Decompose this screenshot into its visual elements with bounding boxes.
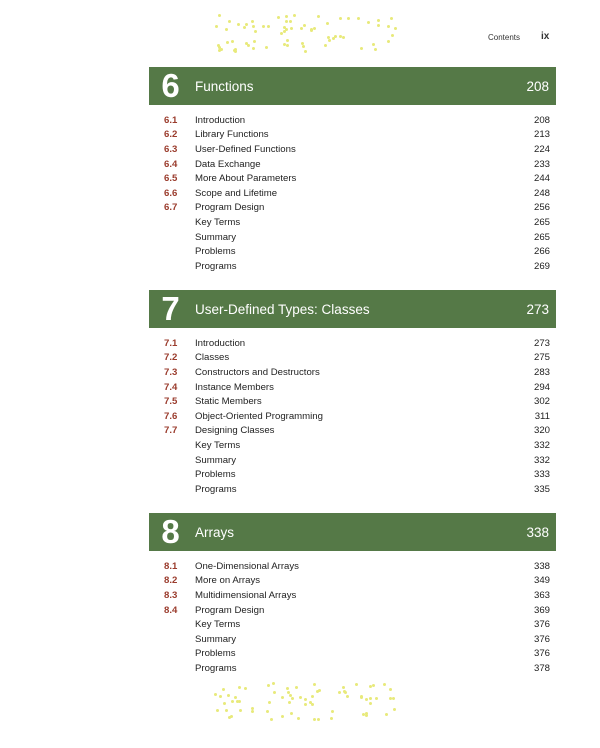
dot bbox=[375, 697, 378, 700]
toc-entry bbox=[149, 171, 556, 186]
section-page: 376 bbox=[533, 648, 550, 660]
dot bbox=[309, 701, 312, 704]
section-title: Summary bbox=[195, 633, 237, 645]
dot bbox=[266, 710, 269, 713]
section-title: Key Terms bbox=[195, 619, 241, 631]
dot bbox=[214, 693, 217, 696]
section-number: 8.2 bbox=[164, 575, 178, 587]
dot bbox=[233, 49, 236, 52]
toc-entry bbox=[149, 409, 556, 424]
dot bbox=[293, 14, 296, 17]
dot bbox=[372, 684, 375, 687]
dot bbox=[369, 697, 372, 700]
dot bbox=[225, 28, 228, 31]
section-page: 269 bbox=[533, 260, 550, 272]
section-title: Summary bbox=[195, 454, 237, 466]
dot bbox=[367, 21, 370, 24]
dot bbox=[234, 696, 237, 699]
toc-entry bbox=[149, 244, 556, 259]
section-number: 7.7 bbox=[164, 425, 178, 437]
section-title: Scope and Lifetime bbox=[195, 187, 278, 199]
dot bbox=[313, 683, 316, 686]
toc-entry bbox=[149, 113, 556, 128]
dot bbox=[391, 34, 394, 37]
section-number: 8.4 bbox=[164, 604, 178, 616]
section-title: Instance Members bbox=[195, 381, 274, 393]
dot bbox=[237, 23, 240, 26]
dot bbox=[313, 718, 316, 721]
section-title: Introduction bbox=[195, 337, 246, 349]
chapter-number: 6 bbox=[161, 67, 180, 104]
section-number: 6.4 bbox=[164, 158, 178, 170]
section-title: More on Arrays bbox=[195, 575, 261, 587]
dot bbox=[365, 698, 368, 701]
chapter-8 bbox=[149, 513, 556, 676]
dot bbox=[239, 709, 242, 712]
dot bbox=[218, 14, 221, 17]
dot bbox=[360, 47, 363, 50]
section-page: 311 bbox=[534, 410, 550, 422]
toc-entry bbox=[149, 574, 556, 589]
section-title: Key Terms bbox=[195, 216, 241, 228]
chapter-6 bbox=[149, 67, 556, 274]
dot bbox=[377, 24, 380, 27]
dot bbox=[295, 686, 298, 689]
dot bbox=[302, 45, 305, 48]
dot bbox=[244, 687, 247, 690]
dot bbox=[225, 709, 228, 712]
section-number: 6.1 bbox=[164, 114, 178, 126]
dot bbox=[347, 17, 350, 20]
chapter-page: 273 bbox=[526, 301, 549, 317]
dot bbox=[272, 682, 275, 685]
dot bbox=[291, 697, 294, 700]
toc-entry bbox=[149, 438, 556, 453]
dot bbox=[324, 44, 327, 47]
dot bbox=[310, 29, 313, 32]
section-number: 6.6 bbox=[164, 187, 178, 199]
dot bbox=[222, 688, 225, 691]
section-page: 273 bbox=[533, 337, 550, 349]
chapter-page: 208 bbox=[526, 78, 549, 94]
dot bbox=[273, 691, 276, 694]
dot bbox=[387, 25, 390, 28]
section-title: Multidimensional Arrays bbox=[195, 589, 297, 601]
chapter-title: Arrays bbox=[195, 524, 235, 540]
page-number: ix bbox=[541, 31, 550, 42]
dot bbox=[346, 695, 349, 698]
dot bbox=[372, 43, 375, 46]
dot bbox=[281, 715, 284, 718]
chapter-page: 338 bbox=[526, 524, 549, 540]
toc-entry bbox=[149, 632, 556, 647]
dot bbox=[253, 40, 256, 43]
section-page: 244 bbox=[533, 173, 550, 185]
dot bbox=[254, 30, 257, 33]
toc-entry bbox=[149, 424, 556, 439]
section-title: Library Functions bbox=[195, 129, 269, 141]
dot bbox=[230, 715, 233, 718]
dot bbox=[374, 48, 377, 51]
dot bbox=[286, 44, 289, 47]
toc-entry bbox=[149, 661, 556, 676]
section-page: 266 bbox=[533, 246, 550, 258]
section-page: 333 bbox=[533, 469, 550, 481]
dot bbox=[342, 36, 345, 39]
toc-entry bbox=[149, 380, 556, 395]
dot bbox=[343, 690, 346, 693]
dot bbox=[313, 27, 316, 30]
dot bbox=[228, 20, 231, 23]
section-number: 7.5 bbox=[164, 396, 178, 408]
section-title: Introduction bbox=[195, 114, 246, 126]
toc-entries bbox=[149, 559, 556, 676]
dot bbox=[290, 712, 293, 715]
dot bbox=[252, 25, 255, 28]
dot bbox=[355, 683, 358, 686]
dot bbox=[304, 50, 307, 53]
chapter-number: 7 bbox=[161, 290, 180, 327]
section-page: 294 bbox=[533, 381, 550, 393]
dot bbox=[252, 47, 255, 50]
section-page: 363 bbox=[533, 589, 550, 601]
toc-entry bbox=[149, 351, 556, 366]
dot bbox=[215, 25, 218, 28]
dot bbox=[328, 39, 331, 42]
dot bbox=[268, 701, 271, 704]
dot bbox=[262, 25, 265, 28]
dot bbox=[304, 703, 307, 706]
dot bbox=[251, 710, 254, 713]
section-page: 320 bbox=[533, 425, 550, 437]
section-title: User-Defined Functions bbox=[195, 143, 296, 155]
section-page: 338 bbox=[533, 560, 550, 572]
section-title: Classes bbox=[195, 352, 230, 364]
dot bbox=[299, 696, 302, 699]
chapter-title: Functions bbox=[195, 78, 254, 94]
section-page: 376 bbox=[533, 619, 550, 631]
section-page: 256 bbox=[533, 202, 550, 214]
section-page: 224 bbox=[533, 143, 550, 155]
chapter-header-bar bbox=[149, 290, 556, 328]
toc-entry bbox=[149, 365, 556, 380]
dot bbox=[317, 718, 320, 721]
section-page: 378 bbox=[533, 662, 550, 674]
section-page: 376 bbox=[533, 633, 550, 645]
toc-entry bbox=[149, 588, 556, 603]
dot bbox=[286, 39, 289, 42]
dot bbox=[285, 20, 288, 23]
chapter-number: 8 bbox=[161, 513, 180, 550]
section-number: 7.6 bbox=[164, 410, 178, 422]
toc-entry bbox=[149, 128, 556, 143]
dot bbox=[227, 694, 230, 697]
chapter-header-bar bbox=[149, 513, 556, 551]
running-head: Contents bbox=[488, 33, 521, 42]
section-page: 369 bbox=[533, 604, 550, 616]
dot bbox=[297, 717, 300, 720]
dot bbox=[385, 713, 388, 716]
section-title: Programs bbox=[195, 662, 237, 674]
section-number: 6.2 bbox=[164, 129, 178, 141]
decorative-dots-bottom bbox=[213, 682, 398, 722]
toc-entry bbox=[149, 453, 556, 468]
dot bbox=[238, 686, 241, 689]
dot bbox=[365, 714, 368, 717]
section-number: 7.1 bbox=[164, 337, 178, 349]
toc-entry bbox=[149, 482, 556, 497]
dot bbox=[290, 27, 293, 30]
dot bbox=[288, 701, 291, 704]
section-number: 7.4 bbox=[164, 381, 178, 393]
section-title: Problems bbox=[195, 469, 236, 481]
dot bbox=[369, 702, 372, 705]
dot bbox=[339, 17, 342, 20]
section-title: One-Dimensional Arrays bbox=[195, 560, 299, 572]
section-page: 233 bbox=[533, 158, 550, 170]
section-number: 6.3 bbox=[164, 143, 178, 155]
dot bbox=[251, 20, 254, 23]
dot bbox=[357, 17, 360, 20]
dot bbox=[231, 40, 234, 43]
dot bbox=[289, 20, 292, 23]
dot bbox=[223, 702, 226, 705]
dot bbox=[389, 688, 392, 691]
section-title: Programs bbox=[195, 483, 237, 495]
dot bbox=[283, 26, 286, 29]
toc-entries bbox=[149, 113, 556, 274]
dot bbox=[265, 46, 268, 49]
chapter-header-bar bbox=[149, 67, 556, 105]
dot bbox=[285, 15, 288, 18]
dot bbox=[377, 19, 380, 22]
section-number: 8.3 bbox=[164, 589, 178, 601]
dot bbox=[267, 25, 270, 28]
dot bbox=[318, 689, 321, 692]
toc-entry bbox=[149, 186, 556, 201]
dot bbox=[286, 687, 289, 690]
dot bbox=[387, 40, 390, 43]
toc-entry bbox=[149, 201, 556, 216]
dot bbox=[360, 695, 363, 698]
dot bbox=[317, 15, 320, 18]
dot bbox=[392, 697, 395, 700]
dot bbox=[311, 695, 314, 698]
section-title: Program Design bbox=[195, 202, 265, 214]
dot bbox=[339, 35, 342, 38]
dot bbox=[334, 35, 337, 38]
section-page: 275 bbox=[533, 352, 550, 364]
dot bbox=[326, 22, 329, 25]
toc-entry bbox=[149, 467, 556, 482]
dot bbox=[303, 24, 306, 27]
section-page: 248 bbox=[533, 187, 550, 199]
dot bbox=[270, 718, 273, 721]
section-title: Program Design bbox=[195, 604, 265, 616]
toc-entry bbox=[149, 230, 556, 245]
dot bbox=[300, 27, 303, 30]
dot bbox=[231, 700, 234, 703]
section-page: 265 bbox=[533, 231, 550, 243]
dot bbox=[287, 691, 290, 694]
dot bbox=[243, 26, 246, 29]
section-title: Problems bbox=[195, 648, 236, 660]
toc-entries bbox=[149, 336, 556, 497]
dot bbox=[217, 44, 220, 47]
toc-entry bbox=[149, 394, 556, 409]
dot bbox=[304, 698, 307, 701]
dot bbox=[216, 709, 219, 712]
dot bbox=[330, 717, 333, 720]
section-title: Designing Classes bbox=[195, 425, 275, 437]
decorative-dots-top bbox=[213, 14, 398, 54]
section-title: Key Terms bbox=[195, 439, 241, 451]
section-page: 283 bbox=[533, 366, 550, 378]
toc-entry bbox=[149, 603, 556, 618]
toc-entry bbox=[149, 647, 556, 662]
dot bbox=[393, 708, 396, 711]
dot bbox=[238, 700, 241, 703]
toc-entry bbox=[149, 559, 556, 574]
dot bbox=[338, 691, 341, 694]
toc-entry bbox=[149, 259, 556, 274]
toc-entry bbox=[149, 336, 556, 351]
dot bbox=[245, 23, 248, 26]
dot bbox=[281, 696, 284, 699]
section-page: 213 bbox=[533, 129, 550, 141]
section-title: Constructors and Destructors bbox=[195, 366, 320, 378]
section-title: Problems bbox=[195, 246, 236, 258]
dot bbox=[390, 17, 393, 20]
section-title: Programs bbox=[195, 260, 237, 272]
section-page: 332 bbox=[533, 454, 550, 466]
dot bbox=[219, 695, 222, 698]
dot bbox=[277, 16, 280, 19]
section-title: Object-Oriented Programming bbox=[195, 410, 323, 422]
toc-entry bbox=[149, 157, 556, 172]
section-page: 208 bbox=[533, 114, 550, 126]
dot bbox=[267, 684, 270, 687]
section-number: 7.3 bbox=[164, 366, 178, 378]
dot bbox=[394, 27, 397, 30]
dot bbox=[331, 710, 334, 713]
section-number: 6.5 bbox=[164, 173, 178, 185]
section-title: Summary bbox=[195, 231, 237, 243]
chapter-7 bbox=[149, 290, 556, 497]
section-number: 7.2 bbox=[164, 352, 178, 364]
section-page: 332 bbox=[533, 439, 550, 451]
dot bbox=[342, 686, 345, 689]
section-number: 8.1 bbox=[164, 560, 178, 572]
dot bbox=[289, 694, 292, 697]
toc-entry bbox=[149, 617, 556, 632]
toc-entry bbox=[149, 215, 556, 230]
section-page: 265 bbox=[533, 216, 550, 228]
toc-entry bbox=[149, 142, 556, 157]
section-title: Static Members bbox=[195, 396, 262, 408]
dot bbox=[218, 49, 221, 52]
dot bbox=[226, 41, 229, 44]
dot bbox=[383, 683, 386, 686]
section-page: 335 bbox=[533, 483, 550, 495]
section-title: More About Parameters bbox=[195, 173, 297, 185]
section-number: 6.7 bbox=[164, 202, 178, 214]
section-title: Data Exchange bbox=[195, 158, 261, 170]
chapter-title: User-Defined Types: Classes bbox=[195, 301, 370, 317]
section-page: 349 bbox=[533, 575, 550, 587]
section-page: 302 bbox=[533, 396, 550, 408]
dot bbox=[245, 42, 248, 45]
